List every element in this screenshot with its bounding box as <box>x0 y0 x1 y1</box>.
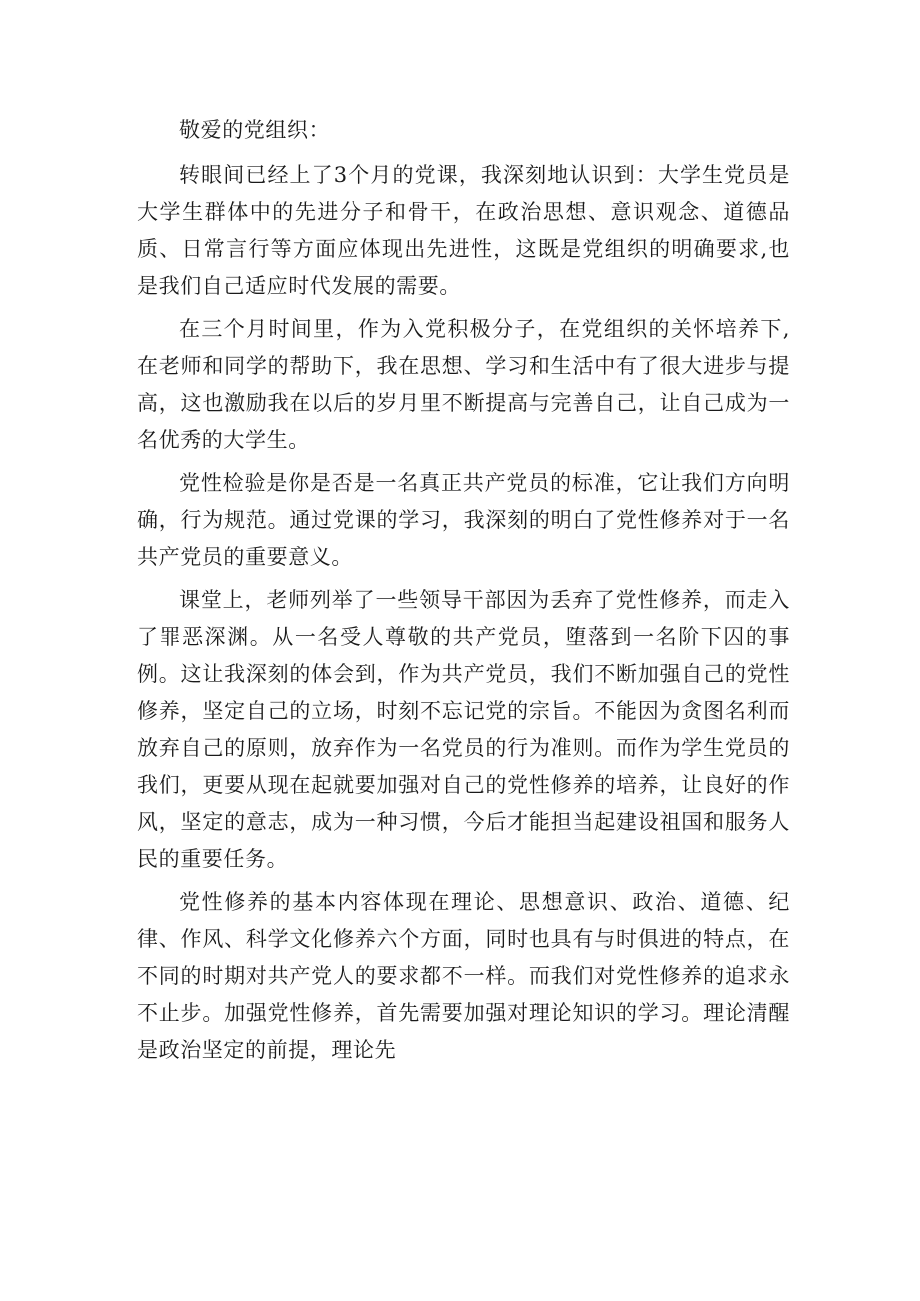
paragraph-5: 党性修养的基本内容体现在理论、思想意识、政治、道德、纪律、作风、科学文化修养六个方面，同时也具有与时俱进的特点，在不同的时期对共产党人的要求都不一样。而我们对党性修养的追求永不止步。加强党性修养，首先需要加强对理论知识的学习。理论清醒是政治坚定的前提，理论先 <box>137 890 790 1062</box>
letter-body <box>137 112 790 1069</box>
paragraph-3: 党性检验是你是否是一名真正共产党员的标准，它让我们方向明确，行为规范。通过党课的学习，我深刻的明白了党性修养对于一名共产党员的重要意义。 <box>137 471 790 569</box>
paragraph-1: 转眼间已经上了3个月的党课，我深刻地认识到：大学生党员是大学生群体中的先进分子和骨干，在政治思想、意识观念、道德品质、日常言行等方面应体现出先进性，这既是党组织的明确要求,也是我们自己适应时代发展的需要。 <box>137 163 790 298</box>
paragraph-4: 课堂上，老师列举了一些领导干部因为丢弃了党性修养，而走入了罪恶深渊。从一名受人尊敬的共产党员，堕落到一名阶下囚的事例。这让我深刻的体会到，作为共产党员，我们不断加强自己的党性修养，坚定自己的立场，时刻不忘记党的宗旨。不能因为贪图名利而放弃自己的原则，放弃作为一名党员的行为准则。而作为学生党员的我们，更要从现在起就要加强对自己的党性修养的培养，让良好的作风，坚定的意志，成为一种习惯，今后才能担当起建设祖国和服务人民的重要任务。 <box>137 588 790 871</box>
paragraph-2: 在三个月时间里，作为入党积极分子，在党组织的关怀培养下,在老师和同学的帮助下，我在思想、学习和生活中有了很大进步与提高，这也激励我在以后的岁月里不断提高与完善自己，让自己成为一名优秀的大学生。 <box>137 317 790 452</box>
salutation: 敬爱的党组织： <box>179 118 331 142</box>
